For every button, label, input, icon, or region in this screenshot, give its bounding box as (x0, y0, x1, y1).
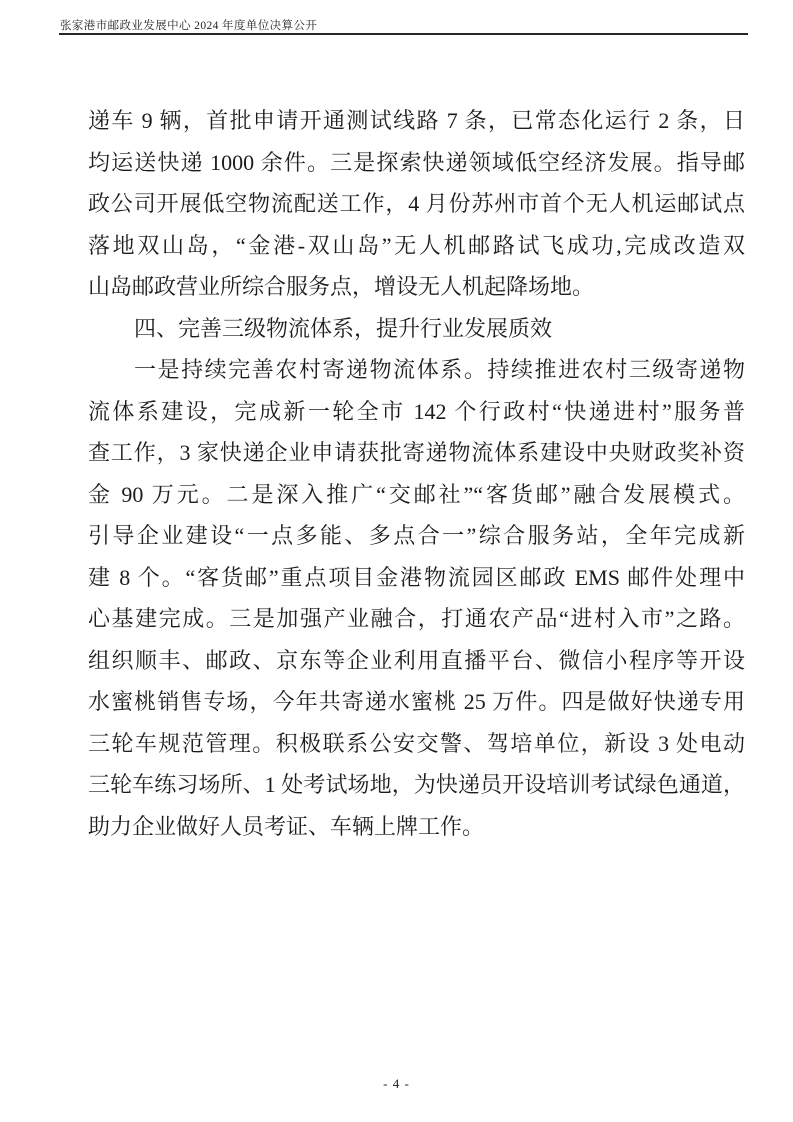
text-line: 山岛邮政营业所综合服务点，增设无人机起降场地。 (88, 274, 595, 299)
text-line: 查工作，3 家快递企业申请获批寄递物流体系建设中央财政奖补资 (88, 440, 745, 465)
text-line: 心基建完成。三是加强产业融合，打通农产品“进村入市”之路。 (88, 606, 745, 631)
header-title: 张家港市邮政业发展中心 2024 年度单位决算公开 (60, 20, 318, 32)
text-line: 落地双山岛，“金港-双山岛”无人机邮路试飞成功,完成改造双 (88, 232, 745, 258)
text-line: 建 8 个。“客货邮”重点项目金港物流园区邮政 EMS 邮件处理中 (88, 564, 745, 590)
page-footer (0, 1076, 793, 1092)
text-line: 水蜜桃销售专场，今年共寄递水蜜桃 25 万件。四是做好快递专用 (88, 689, 745, 714)
text-line: 递车 9 辆，首批申请开通测试线路 7 条，已常态化运行 2 条，日 (88, 108, 745, 133)
text-line: 四、完善三级物流体系，提升行业发展质效 (134, 315, 553, 341)
text-line: 均运送快递 1000 余件。三是探索快递领域低空经济发展。指导邮 (88, 149, 745, 175)
text-line: 引导企业建设“一点多能、多点合一”综合服务站，全年完成新 (88, 523, 745, 548)
document-body (88, 100, 745, 847)
text-line: 组织顺丰、邮政、京东等企业利用直播平台、微信小程序等开设 (88, 647, 745, 673)
text-line: 流体系建设，完成新一轮全市 142 个行政村“快递进村”服务普 (88, 398, 745, 424)
text-line: 三轮车练习场所、1 处考试场地，为快递员开设培训考试绿色通道， (88, 772, 745, 797)
text-line: 助力企业做好人员考证、车辆上牌工作。 (88, 813, 485, 839)
text-line: 金 90 万元。二是深入推广“交邮社”“客货邮”融合发展模式。 (88, 481, 745, 507)
text-line: 政公司开展低空物流配送工作，4 月份苏州市首个无人机运邮试点 (88, 191, 745, 216)
page-number: - 4 - (383, 1076, 410, 1091)
text-line: 三轮车规范管理。积极联系公安交警、驾培单位，新设 3 处电动 (88, 730, 745, 756)
header-rule (59, 33, 748, 35)
text-line: 一是持续完善农村寄递物流体系。持续推进农村三级寄递物 (134, 357, 745, 382)
